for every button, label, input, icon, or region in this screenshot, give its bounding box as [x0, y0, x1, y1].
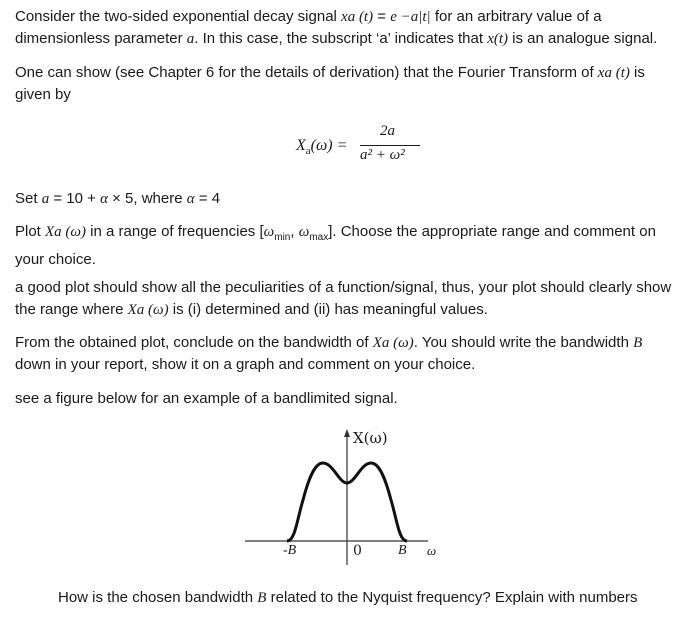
math: Xa (ω): [127, 302, 169, 318]
paragraph-good-plot: [15, 277, 678, 321]
origin-label: 0: [353, 543, 362, 559]
neg-bandwidth-label: -B: [283, 543, 297, 558]
paragraph-fourier-transform: [15, 62, 645, 106]
math: B: [633, 335, 643, 351]
nyquist-question: [58, 589, 638, 607]
math: ω: [263, 224, 275, 240]
math: X: [296, 137, 306, 154]
math: (ω) =: [310, 137, 348, 154]
math: α: [100, 191, 108, 207]
text-line: see a figure below for an example of a bandlimited signal.: [15, 390, 398, 407]
text: Consider the two-sided exponential decay signal: [15, 8, 342, 25]
text: ,: [290, 223, 299, 240]
text: in a range of frequencies [: [86, 223, 264, 240]
math: α: [186, 191, 195, 207]
bandlimited-signal-figure: [243, 425, 493, 570]
math: Xa (ω): [372, 335, 414, 351]
text: =: [373, 8, 391, 25]
text: = 10 +: [49, 190, 101, 207]
paragraph-bandwidth: [15, 332, 642, 376]
math: Xa (ω): [45, 224, 87, 240]
text: is (i) determined and (ii) has meaningful values.: [168, 301, 488, 318]
fraction-bar: [360, 145, 420, 146]
text-line: [15, 221, 656, 249]
text: ]. Choose the appropriate range and comment on: [328, 223, 656, 240]
text-line: [15, 6, 657, 28]
paragraph-see-figure: [15, 388, 398, 410]
text: is: [629, 64, 645, 81]
text: dimensionless parameter: [15, 30, 187, 47]
paragraph-signal-definition: [15, 6, 657, 50]
text-line: [15, 188, 220, 210]
text: = 4: [194, 190, 221, 207]
text-line: given by: [15, 86, 71, 103]
text: Set: [15, 190, 42, 207]
text: the range where: [15, 301, 128, 318]
text: One can show (see Chapter 6 for the details of derivation) that the Fourier Transform of: [15, 64, 598, 81]
math: xa (t): [341, 9, 374, 25]
text-line: [15, 332, 642, 354]
text: How is the chosen bandwidth: [58, 589, 258, 606]
text: Plot: [15, 223, 46, 240]
math: e −a|t|: [390, 9, 431, 25]
equation-fourier: [296, 123, 436, 171]
text-line: your choice.: [15, 251, 96, 268]
math: B: [257, 590, 267, 606]
math: ω: [298, 224, 310, 240]
text: . You should write the bandwidth: [413, 334, 634, 351]
subscript: min: [274, 232, 291, 243]
subscript: max: [309, 232, 329, 243]
text: . In this case, the subscript ‘a’ indicates that: [194, 30, 488, 47]
equation-denominator: a² + ω²: [360, 147, 405, 163]
text: related to the Nyquist frequency? Explain with numbers: [266, 589, 638, 606]
y-axis-label: X(ω): [353, 429, 388, 447]
math-subscript: a: [305, 145, 311, 158]
pos-bandwidth-label: B: [398, 543, 407, 558]
math: a: [41, 191, 50, 207]
text-line: down in your report, show it on a graph and comment on your choice.: [15, 356, 476, 373]
text-line: [15, 299, 678, 321]
omega-label: ω: [427, 543, 437, 558]
text-line: [15, 28, 657, 50]
paragraph-plot-instructions: [15, 221, 656, 271]
text: × 5, where: [107, 190, 187, 207]
math: x(t): [487, 31, 509, 47]
text-line: a good plot should show all the peculiarities of a function/signal, thus, your plot should clearly show: [15, 279, 672, 296]
math: xa (t): [597, 65, 630, 81]
text: for an arbitrary value of a: [430, 8, 602, 25]
text: From the obtained plot, conclude on the bandwidth of: [15, 334, 373, 351]
text-line: [15, 62, 645, 84]
equation-lhs: [296, 137, 347, 157]
y-axis-arrow: [344, 429, 350, 437]
text: is an analogue signal.: [508, 30, 658, 47]
paragraph-set-a: [15, 188, 220, 210]
equation-numerator: 2a: [380, 123, 395, 139]
math: a: [186, 31, 195, 47]
